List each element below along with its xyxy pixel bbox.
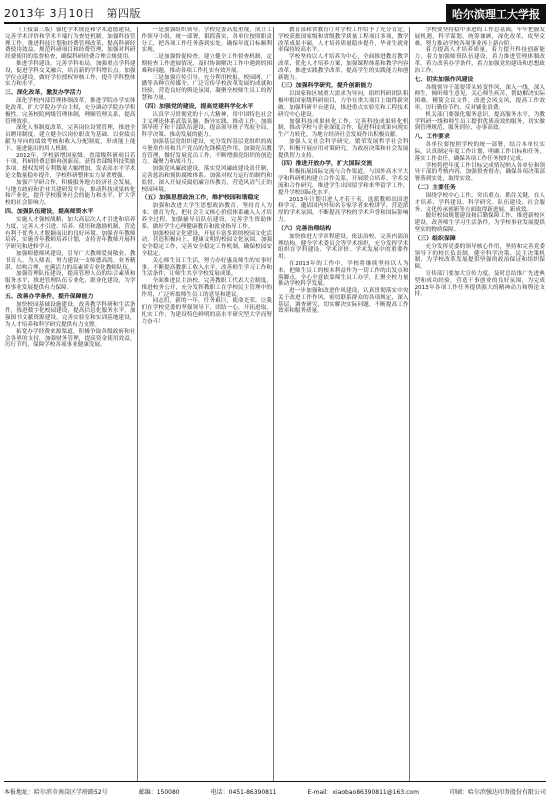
section-heading: （六）完善治理结构 bbox=[278, 225, 332, 232]
header-rule bbox=[4, 22, 546, 24]
paragraph: 学校将把年度工作目标完成情况纳入各单位和领导干部的考核内容，加强督查督办，确保各项决策部署落到实处，取得实效。 bbox=[414, 162, 545, 183]
paragraph: 加强管理队伍建设，提高管理人员的综合素质和服务水平，推进管理队伍专业化、职业化建设，为学校事业发展提供有力保障。 bbox=[5, 271, 136, 291]
paragraph: 加强师德师风建设，引导广大教师爱岗敬业、教书育人、为人师表，努力建设一支师德高尚、业务精湛、结构合理、充满活力的高素质专业化教师队伍。 bbox=[5, 250, 136, 271]
paragraph: 积极拓展国际交流与合作渠道，与国外高水平大学和科研机构建立合作关系，开展联合培养、学术交流和合作研究，推进学生出国留学和来华留学工作，提升学校国际化水平。 bbox=[278, 169, 409, 196]
column-divider bbox=[137, 27, 138, 781]
paragraph: 各级领导干部要带头转变作风，深入一线，深入师生，倾听师生意见，关心师生疾苦，帮助解决实际困难。精简会议文件，改进会风文风，提高工作效率，厉行勤俭节约，反对铺张浪费。 bbox=[414, 84, 545, 111]
paragraph: 加强和改进大学生思想政治教育，坚持育人为本、德育为先，把社会主义核心价值体系融入人才培养全过程。加强辅导员队伍建设，完善学生资助体系，做好学生心理健康教育和就业指导工作。 bbox=[141, 203, 272, 230]
footer-printer: 印刷：哈尔滨强达印务股份有限公司 bbox=[449, 788, 546, 796]
column-4 bbox=[415, 27, 546, 781]
newspaper-title: 哈尔滨理工大学报 bbox=[446, 4, 546, 23]
paragraph: 2012年，学校新增国家级、省部级科研项目若干项，科研经费总额再创新高。获得省部级科技奖励多项，授权发明专利数量大幅增加，发表高水平学术论文数量稳步提升，学校科研整体实力显著增强。 bbox=[5, 152, 136, 179]
paragraph: 进一步加强和改进作风建设，认真贯彻落实中央关于改进工作作风、密切联系群众的各项规定，深入基层，调查研究，切实解决实际问题，不断提高工作效率和服务质量。 bbox=[278, 288, 409, 315]
paragraph: 以国家和区域重大需求为导向，组织科研团队积极申报国家级科研项目，力争在重大项目上取得新突破。加强科研平台建设，推进重点实验室和工程技术研究中心建设。 bbox=[278, 91, 409, 118]
paragraph: 机关部门要强化服务意识，提高服务水平，为教学科研一线和师生员工提供优质高效的服务，切实做到管理规范、服务到位、办事高效。 bbox=[414, 111, 545, 132]
section-heading: （四）推进开放办学，扩大国际交流 bbox=[278, 161, 373, 168]
article-body bbox=[5, 27, 545, 781]
paragraph: 拓宽办学经费来源渠道，积极争取各级政府和社会各界的支持，加强财务管理，提高资金使用效益，厉行节约，保障学校各项事业健康发展。 bbox=[5, 328, 136, 349]
paragraph: 加强产学研合作，积极服务地方经济社会发展，与地方政府和企业共建研发平台，推动科技成果转化和产业化，提升学校服务社会的能力和水平，扩大学校的社会影响力。 bbox=[5, 179, 136, 207]
paragraph: 2013年计划引进人才若干名，选派教师出国进修学习，邀请国内外知名专家学者来校讲学，营造浓厚的学术氛围，不断提高学校的学术声誉和国际影响力。 bbox=[278, 196, 409, 223]
paragraph: 加强科技成果转化工作，完善科技成果转化机制，推动学校与企业深度合作，促进科技成果向现实生产力转化，为地方经济社会发展作出积极贡献。 bbox=[278, 118, 409, 139]
footer-email: E-mail：xiaobao86390811@163.com bbox=[307, 788, 419, 796]
section-heading: 五、改善办学条件，提升保障能力 bbox=[5, 293, 94, 300]
section-heading: （三）组织保障 bbox=[414, 235, 456, 242]
section-heading: 七、切实加强作风建设 bbox=[414, 76, 474, 83]
paragraph: 推进学科建设，完善学科布局，加强重点学科建设，促进学科交叉融合，培育新的学科增长点。加强学位点建设，做好学位授权审核工作，提升学科整体实力和水平。 bbox=[5, 60, 136, 88]
paragraph: 一是加强组织领导。学校党委高度重视，成立工作领导小组，统一部署，狠抓落实，各单位按照职责分工，把各项工作任务落到实处，确保年度目标顺利实现。 bbox=[141, 27, 272, 54]
column-divider bbox=[273, 27, 274, 781]
section-heading: 八、工作要求 bbox=[414, 134, 450, 141]
section-heading: （三）加强科学研究，提升创新能力 bbox=[278, 83, 373, 90]
section-heading: （五）加强思想政治工作，维护校园和谐稳定 bbox=[141, 195, 260, 202]
footer-phone: 电话：0451-86390811 bbox=[210, 788, 277, 796]
paragraph: 围绕学校中心工作，突出重点，抓住关键，在人才培养、学科建设、科学研究、队伍建设、社会服务、文化传承创新等方面取得新进展、新成效。 bbox=[414, 192, 545, 213]
paragraph: 同志们，新的一年，任务艰巨，使命光荣。让我们在学校党委的坚强领导下，团结一心，开拓进取，扎实工作，为建设特色鲜明的高水平研究型大学而努力奋斗！ bbox=[141, 298, 272, 325]
paragraph: 加强党风廉政建设，落实党风廉政建设责任制，完善惩治和预防腐败体系，加强对权力运行的制约和监督，深入开展反腐倡廉宣传教育，营造风清气正的校园环境。 bbox=[141, 166, 272, 193]
paragraph: 教育部和省教育厅对学校工作给予了充分肯定。学校获批国家级和省级教学质量工程项目多项，教学改革成果丰硕，人才培养质量稳步提升，毕业生就业率保持较高水平。 bbox=[278, 27, 409, 54]
paragraph: （上接第三版）强化学术规范和学术道德建设，完善学术评价和学术不端行为查处机制。加强科技管理工作，推进科技计划和经费管理改革，提高科研经费使用效益。规范科研项目和经费管理，加强对科研经费使用的监督检查，确保科研经费合理合规使用。 bbox=[5, 27, 136, 61]
paragraph: 加快校园基础设施建设，改善教学科研和生活条件，推进数字化校园建设，提高信息化服务水平。加强图书文献资源建设，完善实验室和实训基地建设，为人才培养和科学研究提供有力支撑。 bbox=[5, 301, 136, 329]
paragraph: 加强校园文化建设，开展丰富多彩的校园文化活动，营造积极向上、健康文明的校园文化氛围。加强安全稳定工作，完善安全稳定工作机制，确保校园安全稳定。 bbox=[141, 230, 272, 257]
paragraph: 加强人文社会科学研究，繁荣发展哲学社会科学，积极开展应用对策研究，为政府决策和社会发展提供智力支持。 bbox=[278, 138, 409, 159]
paragraph: 学校要坚持稳中求进的工作总基调，牢牢把握发展机遇，科学谋划，统筹兼顾，深化改革，攻坚克难，努力推动学校各项事业再上新台阶。 bbox=[414, 27, 545, 47]
paragraph: 实施人才强校战略，加大高层次人才引进和培养力度，完善人才引进、培养、使用和激励机制，营造有利于优秀人才脱颖而出的良好环境。加强青年教师培养，实施青年教师培养计划，支持青年教师开展科学研究和进修学习。 bbox=[5, 216, 136, 251]
column-3 bbox=[278, 27, 409, 781]
paragraph: 认真学习贯彻党的十八大精神，用中国特色社会主义理论体系武装头脑、指导实践、推动工作。加强领导班子和干部队伍建设，提高领导班子驾驭全局、科学决策、推动发展的能力。 bbox=[141, 111, 272, 139]
paragraph: 全面推进民主治校，完善教职工代表大会制度，推进校务公开，充分发挥教职工在学校民主管理中的作用，广泛听取师生员工的意见和建议。 bbox=[141, 278, 272, 298]
paragraph: 加强基层党组织建设，充分发挥基层党组织的战斗堡垒作用和共产党员的先锋模范作用。加强党员教育管理，做好发展党员工作，不断增强党组织的创造力、凝聚力和战斗力。 bbox=[141, 138, 272, 166]
masthead bbox=[4, 4, 546, 22]
paragraph: 深化人事制度改革，完善岗位设置管理，推进全员聘用制度，建立健全以岗位职责为基础、以业绩贡献为导向的绩效考核和收入分配制度，形成能上能下、能进能出的用人机制。 bbox=[5, 125, 136, 152]
paragraph: 在2013年的工作中，学校将继续坚持以人为本，把师生员工的根本利益作为一切工作的出发点和落脚点，全心全意依靠师生员工办学，汇聚全校力量推动学校科学发展。 bbox=[278, 260, 409, 288]
column-2 bbox=[142, 27, 273, 781]
paragraph: 学校坚持以人才培养为中心，全面推进教育教学改革，优化人才培养方案，加强课程体系和教学内容改革，推进实践教学改革，提高学生的实践能力和创新能力。 bbox=[278, 54, 409, 81]
paragraph: 做好校园规划建设和后勤保障工作，推进新校区建设，改善师生学习生活条件，为学校事业发展提供坚实的物质保障。 bbox=[414, 213, 545, 233]
paragraph: 各单位要按照学校的统一部署，结合本单位实际，认真制定年度工作计划，明确工作目标和任务，落实工作责任，确保各项工作任务按时完成。 bbox=[414, 142, 545, 162]
section-heading: （四）加强党的建设，提高党建科学化水平 bbox=[141, 103, 254, 110]
footer-address: 本报地址：哈尔滨市南岗区学府路52号 bbox=[4, 788, 108, 796]
paragraph: 关心师生员工生活，努力办好惠及师生的实事好事，不断提高教职工收入水平，改善师生学习工作和生活条件，让师生共享学校发展成果。 bbox=[141, 257, 272, 278]
section-heading: 三、深化改革，激发办学活力 bbox=[5, 90, 82, 97]
issue-date: 2013年 3月10日 第四版 bbox=[4, 7, 141, 20]
footer bbox=[4, 781, 546, 798]
paragraph: 二是加强督促检查。建立健全工作督查机制，定期检查工作进展情况，及时协调解决工作中遇到的困难和问题，推动各项工作扎实有效开展。 bbox=[141, 54, 272, 74]
paragraph: 加快推进大学章程建设，依法治校，完善内部治理结构，健全学术委员会等学术组织，充分发挥学术组织在学科建设、学术评价、学术发展中的重要作用。 bbox=[278, 233, 409, 261]
paragraph: 充分发挥党委的领导核心作用，坚持和完善党委领导下的校长负责制，健全科学决策、民主决策机制，为学校改革发展提供坚强的政治保证和组织保障。 bbox=[414, 243, 545, 271]
paragraph: 三是加强宣传引导。充分利用校报、校园网、广播等各种宣传媒介，广泛宣传学校改革发展的成就和经验，营造良好的舆论氛围，凝聚全校师生员工的智慧和力量。 bbox=[141, 74, 272, 101]
section-heading: （二）主要任务 bbox=[414, 184, 456, 191]
section-heading: 四、加强队伍建设，提高师资水平 bbox=[5, 208, 94, 215]
paragraph: 宣传部门要加大宣传力度，及时总结推广先进典型和成功经验，营造干事创业的良好氛围，为完成2013年各项工作任务提供强大的精神动力和舆论支持。 bbox=[414, 270, 545, 298]
paragraph: 着力提高人才培养质量，着力提升科技创新能力，着力加强师资队伍建设，着力推进管理体制改革，着力改善办学条件，着力加强党的建设和思想政治工作。 bbox=[414, 47, 545, 74]
paragraph: 深化学校内部管理体制改革，推进学院办学实体化改革，扩大学院办学自主权，充分调动学院办学积极性。完善校院两级管理体制，理顺管理关系，提高管理效率。 bbox=[5, 98, 136, 125]
column-divider bbox=[409, 27, 410, 781]
column-1 bbox=[5, 27, 136, 781]
footer-postcode: 邮编：150080 bbox=[138, 788, 180, 796]
